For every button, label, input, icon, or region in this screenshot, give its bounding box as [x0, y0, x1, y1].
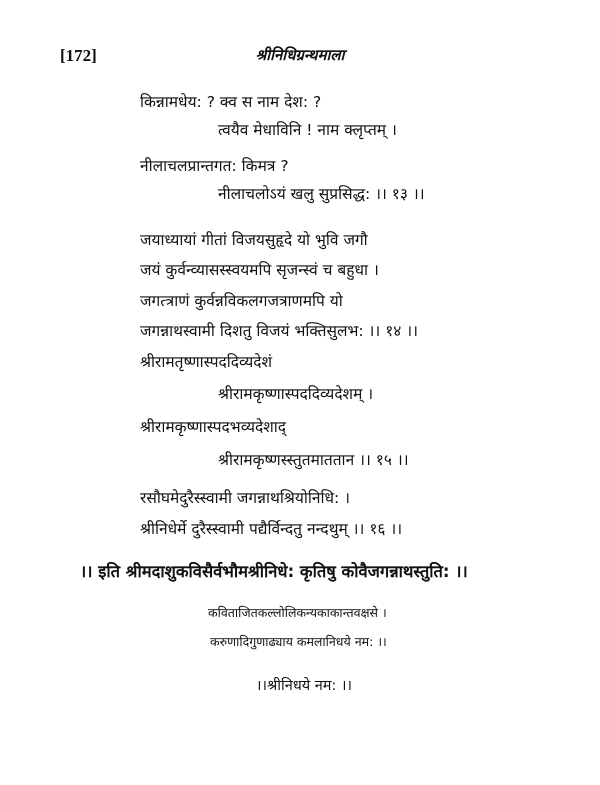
page-number: [172] — [60, 46, 97, 65]
verse-line: जयाध्यायां गीतां विजयसुहृदे यो भुवि जगौ — [140, 231, 368, 249]
verse-line: श्रीरामकृष्णास्पददिव्यदेशम् । — [218, 385, 374, 403]
dedication-line: कविताजितकल्लोलिकन्यकाकान्तवक्षसे । — [208, 605, 387, 620]
verse-line: किन्नामधेय: ? क्व स नाम देश: ? — [140, 93, 322, 111]
dedication-line: करुणादिगुणाढ्याय कमलानिधये नम: ।। — [210, 634, 387, 649]
closing-invocation: ।।श्रीनिधये नम: ।। — [256, 678, 352, 694]
verse-line: रसौघमेदुरैस्स्वामी जगन्नाथश्रियोनिधि: । — [140, 489, 351, 507]
verse-line: श्रीरामकृष्णस्स्तुतमाततान ।। १५ ।। — [218, 451, 409, 469]
verse-line: श्रीनिधेर्मे दुरैस्स्वामी पद्यैर्विन्दतु नन्दथुम् ।। १६ ।। — [140, 520, 403, 538]
verse-line: श्रीरामतृष्णास्पददिव्यदेशं — [140, 353, 273, 371]
verse-line: श्रीरामकृष्णास्पदभव्यदेशाद् — [140, 418, 286, 436]
running-title: श्रीनिधिग्रन्थमाला — [255, 46, 345, 64]
verse-line: जगत्त्राणं कुर्वन्नविकलगजत्राणमपि यो — [140, 292, 343, 310]
verse-line: जगन्नाथस्वामी दिशतु विजयं भक्तिसुलभ: ।। १४ ।। — [140, 322, 419, 340]
verse-line: त्वयैव मेधाविनि ! नाम क्लृप्तम् । — [218, 121, 397, 139]
verse-line: जयं कुर्वन्व्यासस्स्वयमपि सृजन्स्वं च बहुधा । — [140, 261, 379, 279]
colophon: ।। इति श्रीमदाशुकविसैर्वभौमश्रीनिधे: कृतिषु कोवैजगन्नाथस्तुति: ।। — [80, 562, 468, 581]
verse-line: नीलाचलप्रान्तगत: किमत्र ? — [140, 157, 289, 175]
verse-line: नीलाचलोऽयं खलु सुप्रसिद्ध: ।। १३ ।। — [218, 185, 425, 203]
